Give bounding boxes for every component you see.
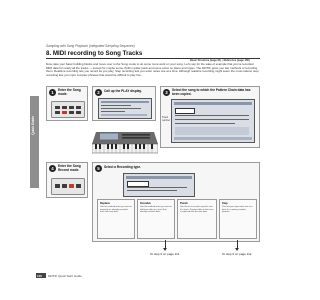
screen-line (175, 123, 235, 124)
screen-line (101, 108, 141, 109)
screen-header-bar (101, 101, 149, 103)
panel-button (62, 184, 67, 188)
step-5-box (92, 162, 260, 242)
panel-button (62, 106, 67, 109)
mode-title: Overdub (140, 202, 151, 205)
intro-paragraph: Now, take your basic building blocks and move over to the Song mode to do some more work on your song. Let's say for the sake of example that you've recorded MIDI data for nearly all the tracks — except for maybe some rhythm guitar parts and some solos on piano and organ. The MOTIF gives you two methods of recording them: Realtime recording lets you record as you play; Step recording lets you enter notes one at a time. Although realtime recording might seem the most natural, step recording lets you input complex phrases that would be difficult to play live. (46, 62, 259, 77)
panel-button (55, 111, 60, 114)
screen-line (175, 119, 249, 120)
step-4-label: Enter the Song Record mode. (58, 164, 81, 172)
step-4-box (46, 162, 88, 198)
step-2-box (92, 86, 156, 121)
song-button (62, 111, 67, 114)
step-2-label: Call up the PLAY display. (104, 89, 142, 93)
screen-tab-row (174, 137, 252, 140)
screen-tab-row (101, 114, 147, 116)
song-select-screen (171, 99, 255, 143)
arrow-line (165, 240, 166, 248)
mode-title: Punch (180, 202, 188, 205)
mode-punch (177, 199, 217, 239)
mode-description: Use this method when you want to add more data to a track that already contains data. (140, 206, 172, 214)
step-5-number: 5 (95, 165, 102, 172)
step-2-number: 2 (95, 89, 102, 96)
page-number: 110 (37, 273, 42, 278)
side-tab-label: Quick Guide (31, 116, 35, 135)
screen-line (101, 105, 131, 106)
mode-overdub (137, 199, 175, 239)
step-1-label: Enter the Song mode. (58, 88, 81, 96)
arrow-head (163, 248, 167, 251)
song-number-field (175, 108, 195, 114)
mode-title: Replace (100, 202, 110, 205)
record-button-panel (51, 178, 85, 195)
panel-button (76, 106, 81, 109)
record-button (69, 184, 74, 188)
running-header: Sampling with Song Playback (Integrated Sampling Sequence) (46, 44, 135, 48)
screen-line (175, 115, 249, 116)
mode-description: This lets you input notes one at a time, for creating complex phrases. (222, 206, 253, 214)
panel-button (55, 106, 60, 109)
mode-title: Step (222, 202, 228, 205)
keyboard-illustration (92, 122, 158, 156)
arrow-head (235, 248, 239, 251)
track-tip: Track number (162, 116, 171, 122)
track-area (175, 127, 249, 135)
panel-button (76, 184, 81, 188)
step-3-number: 3 (163, 89, 170, 96)
step-3-box (160, 86, 260, 148)
mode-description: Use this to re-record a specific area of a track. Previous data in that area is replaced with the new data. (180, 206, 214, 214)
panel-button (55, 184, 60, 188)
step-ref-right: To step 6 on page 112 (222, 252, 252, 256)
side-tab (30, 96, 39, 188)
step-1-box (46, 86, 88, 121)
step-ref-left: To step 6 on page 111 (150, 252, 180, 256)
song-button-panel (51, 101, 85, 118)
screen-line (101, 111, 125, 112)
section-title: 8. MIDI recording to Song Tracks (46, 50, 143, 57)
step-4-number: 4 (49, 165, 56, 172)
screen-line (127, 187, 187, 188)
record-type-screen (123, 173, 195, 197)
panel-button (69, 111, 74, 114)
play-display-screen (98, 98, 152, 119)
mode-description: Use this method when you want to overwrite an already-recorded track with new data. (100, 206, 132, 214)
panel-button (76, 111, 81, 114)
footer-text: MOTIF Quick Start Guide (48, 273, 82, 278)
screen-header-bar (174, 102, 252, 105)
step-5-label: Select a Recording type. (104, 165, 142, 169)
mode-step (219, 199, 257, 239)
step-3-label: Select the song to which the Pattern Chain data has been copied. (172, 88, 251, 96)
reference-line: Basic Structure (page 61) • Reference (page 160) (190, 59, 250, 62)
mode-replace (97, 199, 135, 239)
panel-button (69, 106, 74, 109)
screen-header-bar (126, 176, 192, 179)
screen-line (127, 190, 177, 191)
step-1-number: 1 (49, 89, 56, 96)
arrow-line (237, 240, 238, 248)
